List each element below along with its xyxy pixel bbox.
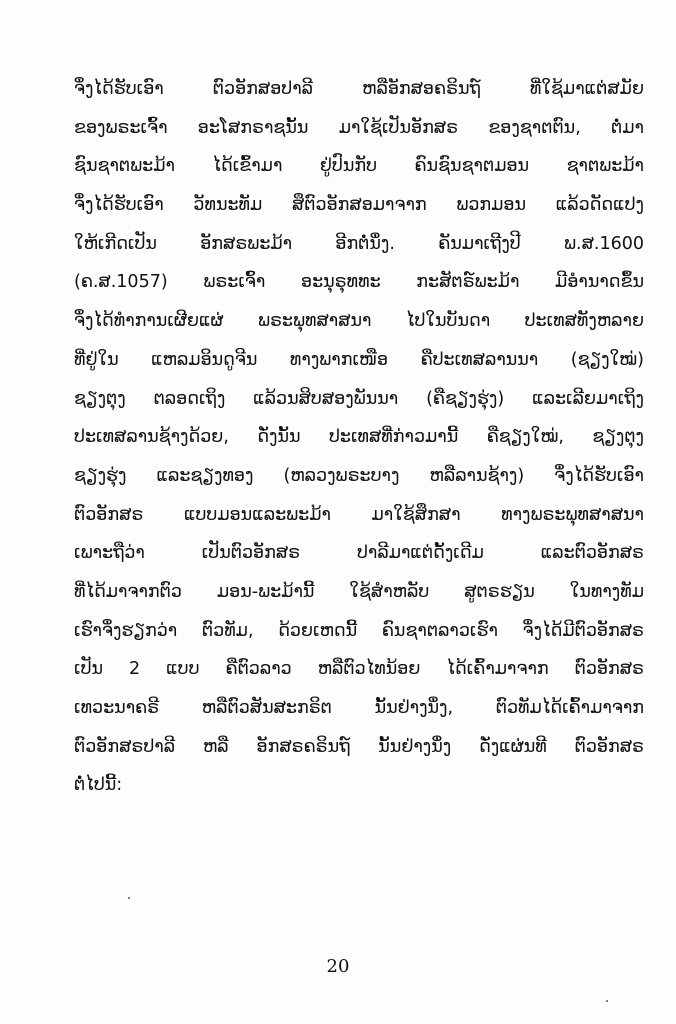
text-line-19: ຕໍ່ໄປນີ້: (74, 775, 123, 796)
text-line-17: ເທວະນາຄຣີ ຫລືຕົວສັນສະກຣິຕ ນັ້ນຢ່າງນຶ່ງ, ຕົວທັມໄດ້ເຄົ້າມາຈາກ (74, 698, 644, 718)
page-number: 20 (326, 956, 350, 977)
scan-speck (606, 1000, 608, 1002)
body-text (74, 70, 644, 805)
text-line-2: ຂອງພຣະເຈົ້າ ອະໂສກຣາຊນັ້ນ ມາໃຊ້ເປັນອັກສຣ ຂອງຊາຕຕົນ, ຕໍ່ມາ (74, 117, 644, 138)
text-line-12: ຕົວອັກສຣ ແບບມອນແລະພະມ້າ ມາໃຊ້ສຶກສາ ທາງພຣະພຸທສາສນາ (74, 504, 644, 525)
text-line-3: ຊົນຊາຕພະມ້າ ໄດ້ເຂົ້າມາ ຢູ່ປົນກັບ ຄົນຊົນຊາຕມອນ ຊາຕພະມ້າ (74, 156, 644, 177)
text-line-1: ຈຶ່ງໄດ້ຮັບເອົາ ຕົວອັກສອປາລີ ຫລືອັກສອຄຣິນຖ໌ ທີ່ໃຊ້ມາແຕ່ສມັຍ (74, 79, 644, 99)
text-line-9: ຊຽງຕຸງ ຕລອດເຖິງ ແລ້ວນສິບສອງພັນນາ (ຄືຊຽງຮຸ່ງ) ແລະເລີຍມາເຖິງ (74, 388, 644, 409)
text-line-10: ປະເທສລານຊ້າງດ້ວຍ, ດັ່ງນັ້ນ ປະເທສທີ່ກ່າວມານີ້ ຄືຊຽງໃໝ່, ຊຽງຕຸງ (74, 427, 644, 448)
text-line-5: ໃຫ້ເກີດເປັນ ອັກສຣພະມ້າ ອີກຕໍ່ນຶ່ງ. ຄັນມາເຖີງປີ ພ.ສ.1600 (74, 233, 644, 254)
text-line-14: ທີ່ໄດ້ມາຈາກຕົວ ມອນ-ພະມ້ານີ້ ໃຊ້ສຳຫລັບ ສູຕຣຮຽນ ໃນທາງທັມ (74, 581, 644, 602)
text-line-6: (ຄ.ສ.1057) ພຣະເຈົ້າ ອະນຸຣຸທທະ ກະສັຕຣ໌ພະມ້າ ມີອຳນາດຂຶ້ນ (74, 272, 644, 293)
scan-speck (128, 897, 130, 899)
text-line-18: ຕົວອັກສຣປາລີ ຫລື ອັກສຣຄຣິນຖ໌ ນັ້ນຢ່າງນຶ່ງ ດັ່ງແຜ່ນທີ ຕົວອັກສຣ (74, 736, 644, 757)
text-line-13: ເພາະຖືວ່າ ເປັນຕົວອັກສຣ ປາລີມາແຕ່ດັ້ງເດີມ ແລະຕົວອັກສຣ (74, 543, 644, 564)
text-line-8: ທີ່ຢູ່ໃນ ແຫລມອິນດູຈີນ ທາງພາກເໜືອ ຄືປະເທສລານນາ (ຊຽງໃໝ່) (74, 349, 644, 370)
text-line-7: ຈຶ່ງໄດ້ທຳການເຜີຍແຜ່ ພຣະພຸທສາສນາ ໄປໃນບັນດາ ປະເທສທັງຫລາຍ (74, 311, 644, 332)
text-line-11: ຊຽງຮຸ່ງ ແລະຊຽງທອງ (ຫລວງພຣະບາງ ຫລືລານຊ້າງ) ຈຶ່ງໄດ້ຮັບເອົາ (74, 465, 644, 486)
text-line-16: ເປັນ 2 ແບບ ຄືຕົວລາວ ຫລືຕົວໄທນ້ອຍ ໄດ້ເຄົ້າມາຈາກ ຕົວອັກສຣ (74, 659, 644, 680)
text-line-15: ເຮົາຈຶ່ງຮຽກວ່າ ຕົວທັມ, ດ້ວຍເຫດນີ້ ຄົນຊາຕລາວເຮົາ ຈຶ່ງໄດ້ມີຕົວອັກສຣ (74, 620, 644, 641)
text-line-4: ຈຶ່ງໄດ້ຮັບເອົາ ວັທນະທັມ ສຶຕົວອັກສອມາຈາກ ພວກມອນ ແລ້ວດັດແປງ (74, 195, 644, 216)
